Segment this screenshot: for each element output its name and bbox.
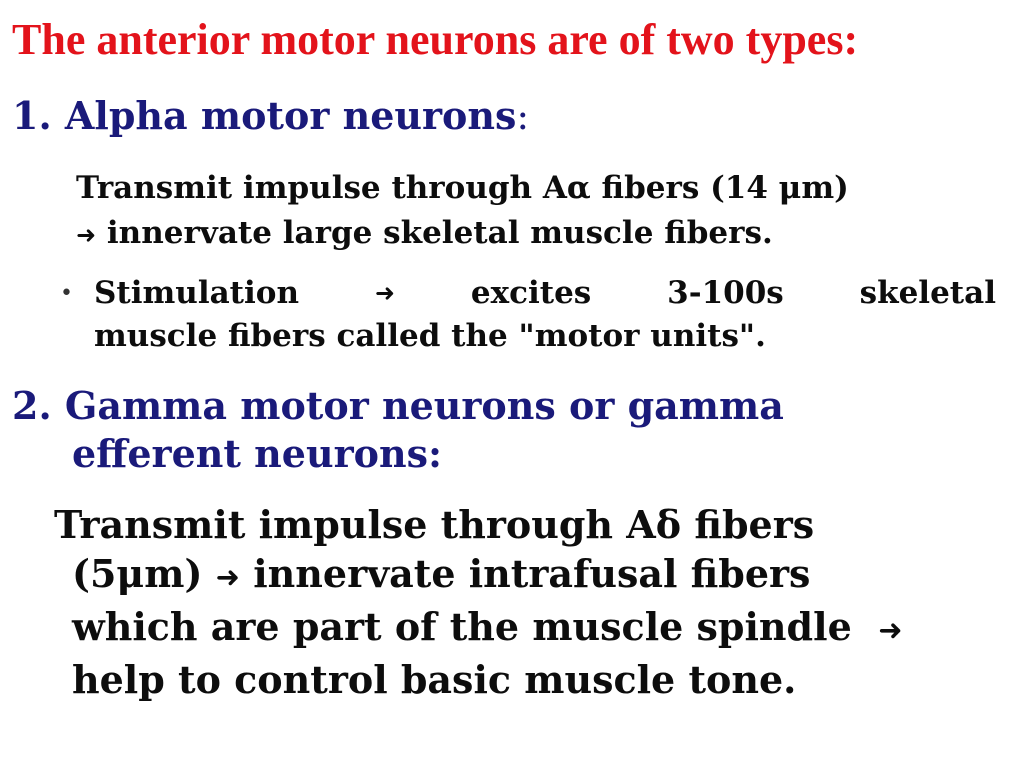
bullet-word: Stimulation: [94, 275, 299, 311]
section2-heading: [12, 382, 784, 478]
bullet-icon: •: [60, 281, 73, 306]
section2-heading-line1: 2. Gamma motor neurons or gamma: [12, 383, 784, 428]
section1-heading: [12, 92, 529, 140]
section1-heading-text: 1. Alpha motor neurons: [12, 93, 517, 138]
section2-line3-a: which are part of the muscle spindle: [72, 604, 879, 649]
section1-heading-colon: :: [516, 94, 530, 138]
section1-bullet: [60, 272, 996, 358]
section1-description-line2-text: innervate large skeletal muscle fibers.: [96, 215, 773, 251]
section2-line2-a: (5μm): [72, 551, 216, 596]
bullet-word: skeletal: [859, 275, 996, 311]
section1-description: [76, 166, 849, 258]
section2-line2-b: innervate intrafusal fibers: [239, 551, 811, 596]
right-arrow-icon: ➜: [878, 613, 903, 647]
slide-title: The anterior motor neurons are of two types:: [12, 15, 859, 64]
section2-heading-line2: efferent neurons:: [72, 431, 442, 476]
bullet-line1: [94, 272, 996, 315]
section2-description: [54, 500, 903, 704]
section1-description-line2: [76, 211, 849, 258]
section2-description-line3: [54, 602, 903, 655]
bullet-word: excites: [470, 275, 592, 311]
section2-description-line1: Transmit impulse through Aδ fibers: [54, 502, 815, 547]
bullet-word: 3-100s: [667, 275, 784, 311]
right-arrow-icon: ➜: [76, 221, 97, 249]
bullet-line2: muscle fibers called the "motor units".: [94, 318, 766, 354]
right-arrow-icon: ➜: [374, 279, 395, 307]
right-arrow-icon: ➜: [215, 560, 240, 594]
section2-description-line2: [54, 549, 903, 602]
section1-description-line1: Transmit impulse through Aα fibers (14 μm): [76, 170, 849, 206]
section2-description-line4: help to control basic muscle tone.: [72, 657, 797, 702]
